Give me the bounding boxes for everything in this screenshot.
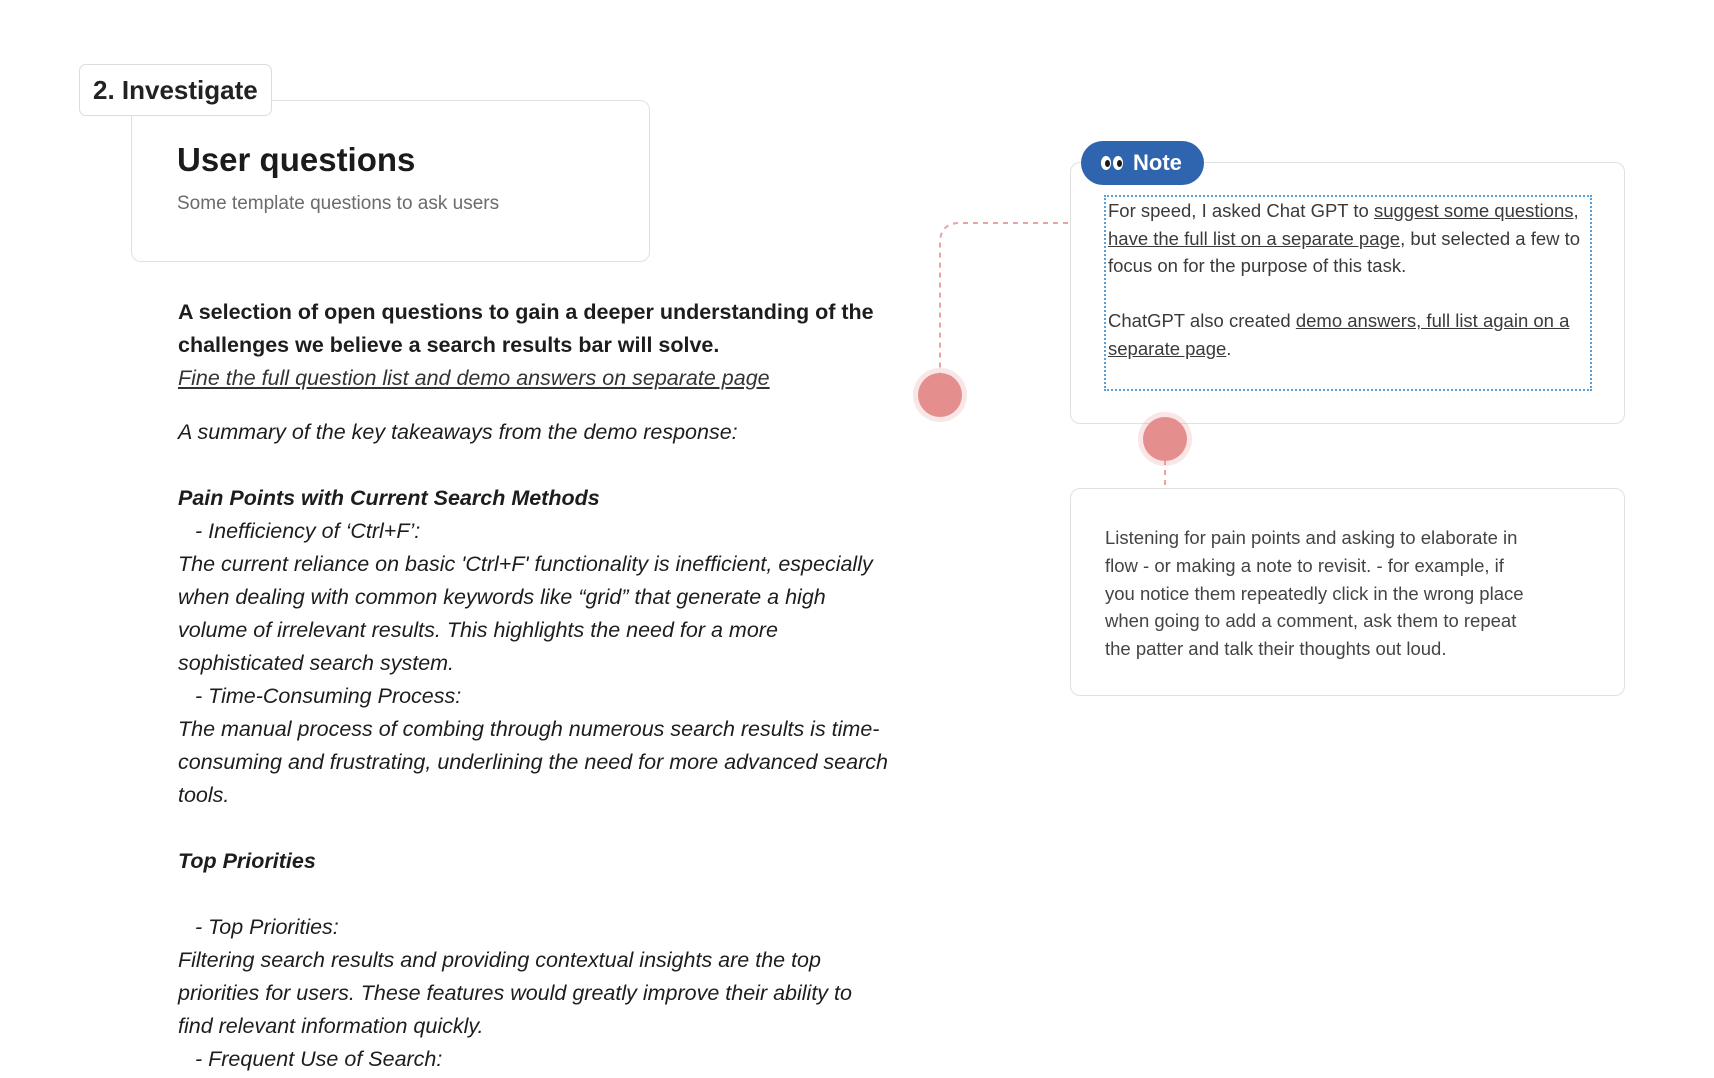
list-item-title: - Time-Consuming Process: [195, 684, 462, 708]
page-subtitle: Some template questions to ask users [177, 193, 500, 214]
pain-points-heading: Pain Points with Current Search Methods [178, 486, 600, 510]
list-item-text: when dealing with common keywords like “grid” that generate a high [178, 585, 826, 609]
list-item-text: volume of irrelevant results. This highlights the need for a more [178, 618, 778, 642]
page-title: User questions [177, 141, 416, 178]
comment-text: the patter and talk their thoughts out loud. [1105, 638, 1447, 660]
list-item-text: Filtering search results and providing contextual insights are the top [178, 948, 821, 972]
list-item-title: - Top Priorities: [195, 915, 339, 939]
top-priorities-heading: Top Priorities [178, 849, 316, 873]
header-card [131, 100, 650, 262]
note-label-text: Note [1133, 150, 1182, 175]
intro-text: A selection of open questions to gain a deeper understanding of the [178, 300, 874, 324]
list-item-text: tools. [178, 783, 230, 807]
main-content [178, 296, 978, 1076]
list-item-text: The manual process of combing through numerous search results is time- [178, 717, 880, 741]
list-item-text: priorities for users. These features would greatly improve their ability to [178, 981, 852, 1005]
note-label[interactable] [1081, 141, 1204, 185]
comment-text: flow - or making a note to revisit. - for example, if [1105, 554, 1504, 576]
comment-text: when going to add a comment, ask them to repeat [1105, 610, 1517, 632]
list-item-text: consuming and frustrating, underlining the need for more advanced search [178, 750, 888, 774]
intro-text: challenges we believe a search results bar will solve. [178, 333, 720, 357]
demo-answers-link[interactable]: demo answers, full list again on a separate page [1108, 310, 1570, 359]
note-paragraph: ChatGPT also created demo answers, full list again on a separate page. [1108, 310, 1570, 359]
suggest-questions-link[interactable]: suggest some questions, have the full list on a separate page [1108, 200, 1579, 249]
comment-text: you notice them repeatedly click in the wrong place [1105, 582, 1524, 604]
full-question-list-link[interactable]: Fine the full question list and demo answers on separate page [178, 366, 770, 390]
step-tag: 2. Investigate [79, 64, 272, 116]
list-item-text: The current reliance on basic 'Ctrl+F' functionality is inefficient, especially [178, 552, 873, 576]
list-item-text: sophisticated search system. [178, 651, 455, 675]
comment-card[interactable] [1070, 488, 1625, 696]
comment-marker[interactable] [918, 373, 962, 417]
list-item-title: - Frequent Use of Search: [195, 1047, 443, 1071]
list-item-title: - Inefficiency of ‘Ctrl+F’: [195, 519, 421, 543]
comment-text: Listening for pain points and asking to elaborate in [1105, 527, 1518, 548]
comment-marker[interactable] [1143, 417, 1187, 461]
list-item-text: find relevant information quickly. [178, 1014, 484, 1038]
note-text-selection[interactable] [1104, 195, 1592, 391]
eyes-icon [1101, 156, 1123, 170]
summary-text: A summary of the key takeaways from the demo response: [178, 420, 738, 444]
note-paragraph: For speed, I asked Chat GPT to suggest some questions, have the full list on a separate page, but selected a few to focus on for the purpose of this task. [1108, 200, 1581, 276]
